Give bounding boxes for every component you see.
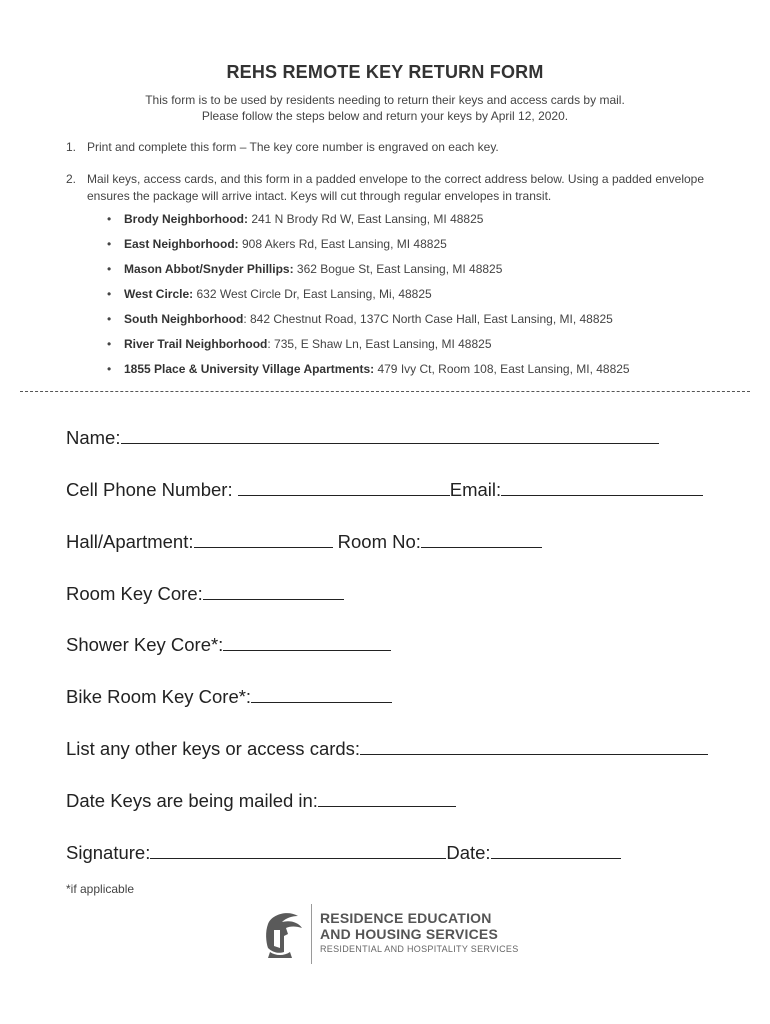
intro-text <box>0 92 770 124</box>
bullet-icon: • <box>107 262 112 276</box>
other-keys-row <box>66 736 708 760</box>
bike-room-key-core-row <box>66 684 392 708</box>
address-item <box>107 287 727 301</box>
footnote: *if applicable <box>66 882 135 896</box>
date-label: Date: <box>446 842 491 863</box>
address-name: 1855 Place & University Village Apartments: <box>124 362 375 376</box>
other-keys-label: List any other keys or access cards: <box>66 738 361 759</box>
step-number: 1. <box>66 140 77 154</box>
address-text: 908 Akers Rd, East Lansing, MI 48825 <box>238 237 447 251</box>
logo-line-1: RESIDENCE EDUCATION <box>320 910 492 926</box>
intro-line-2: Please follow the steps below and return your keys by April 12, 2020. <box>201 109 569 123</box>
step-text: Mail keys, access cards, and this form in a padded envelope to the correct address below. Using a padded envelope ensures the package will arrive intact. Keys will cut through regular envelopes in transit. <box>87 172 705 203</box>
cell-phone-label: Cell Phone Number: <box>66 479 233 500</box>
spartan-helmet-icon <box>262 908 306 960</box>
address-name: East Neighborhood: <box>124 237 239 251</box>
shower-key-core-field[interactable] <box>223 632 391 651</box>
step-number: 2. <box>66 172 77 186</box>
name-row <box>66 425 659 449</box>
form-title: REHS REMOTE KEY RETURN FORM <box>226 62 544 82</box>
name-label: Name: <box>66 427 121 448</box>
email-field[interactable] <box>501 477 703 496</box>
bike-room-key-core-label: Bike Room Key Core*: <box>66 686 252 707</box>
room-no-label: Room No: <box>337 531 421 552</box>
email-label: Email: <box>449 479 502 500</box>
room-key-core-row <box>66 581 344 605</box>
step-1 <box>66 139 716 156</box>
date-mailed-field[interactable] <box>318 788 456 807</box>
hall-label: Hall/Apartment: <box>66 531 194 552</box>
logo-divider <box>311 904 312 964</box>
shower-key-core-label: Shower Key Core*: <box>66 634 224 655</box>
address-name: River Trail Neighborhood <box>124 337 268 351</box>
rehs-logo <box>262 904 542 964</box>
address-text: : 842 Chestnut Road, 137C North Case Hall, East Lansing, MI, 48825 <box>243 312 613 326</box>
address-text: 632 West Circle Dr, East Lansing, Mi, 48825 <box>193 287 432 301</box>
address-item <box>107 237 727 251</box>
date-field[interactable] <box>491 840 621 859</box>
address-text: 241 N Brody Rd W, East Lansing, MI 48825 <box>247 212 484 226</box>
bike-room-key-core-field[interactable] <box>251 684 392 703</box>
bullet-icon: • <box>107 337 112 351</box>
address-item <box>107 212 727 226</box>
address-name: West Circle: <box>124 287 194 301</box>
logo-line-2: AND HOUSING SERVICES <box>320 926 498 942</box>
address-item <box>107 262 727 276</box>
date-mailed-label: Date Keys are being mailed in: <box>66 790 318 811</box>
intro-line-1: This form is to be used by residents needing to return their keys and access cards by mail. <box>145 93 625 107</box>
address-text: 479 Ivy Ct, Room 108, East Lansing, MI, 48825 <box>374 362 630 376</box>
room-no-field[interactable] <box>421 529 542 548</box>
step-2 <box>66 171 716 205</box>
address-item <box>107 362 727 376</box>
hall-field[interactable] <box>194 529 333 548</box>
step-text: Print and complete this form – The key core number is engraved on each key. <box>87 140 499 154</box>
date-mailed-row <box>66 788 456 812</box>
bullet-icon: • <box>107 212 112 226</box>
logo-line-3: RESIDENTIAL AND HOSPITALITY SERVICES <box>320 944 519 954</box>
address-name: South Neighborhood <box>124 312 244 326</box>
cut-line <box>20 391 750 392</box>
hall-row <box>66 529 542 553</box>
signature-row <box>66 840 621 864</box>
bullet-icon: • <box>107 312 112 326</box>
contact-row <box>66 477 703 501</box>
bullet-icon: • <box>107 287 112 301</box>
address-name: Mason Abbot/Snyder Phillips: <box>124 262 294 276</box>
other-keys-field[interactable] <box>360 736 708 755</box>
room-key-core-label: Room Key Core: <box>66 583 203 604</box>
address-item <box>107 337 727 351</box>
bullet-icon: • <box>107 362 112 376</box>
signature-label: Signature: <box>66 842 151 863</box>
address-name: Brody Neighborhood: <box>124 212 248 226</box>
address-text: : 735, E Shaw Ln, East Lansing, MI 48825 <box>267 337 492 351</box>
signature-field[interactable] <box>150 840 446 859</box>
address-item <box>107 312 727 326</box>
room-key-core-field[interactable] <box>203 581 344 600</box>
address-text: 362 Bogue St, East Lansing, MI 48825 <box>293 262 503 276</box>
name-field[interactable] <box>121 425 659 444</box>
shower-key-core-row <box>66 632 391 656</box>
bullet-icon: • <box>107 237 112 251</box>
cell-phone-field[interactable] <box>238 477 450 496</box>
